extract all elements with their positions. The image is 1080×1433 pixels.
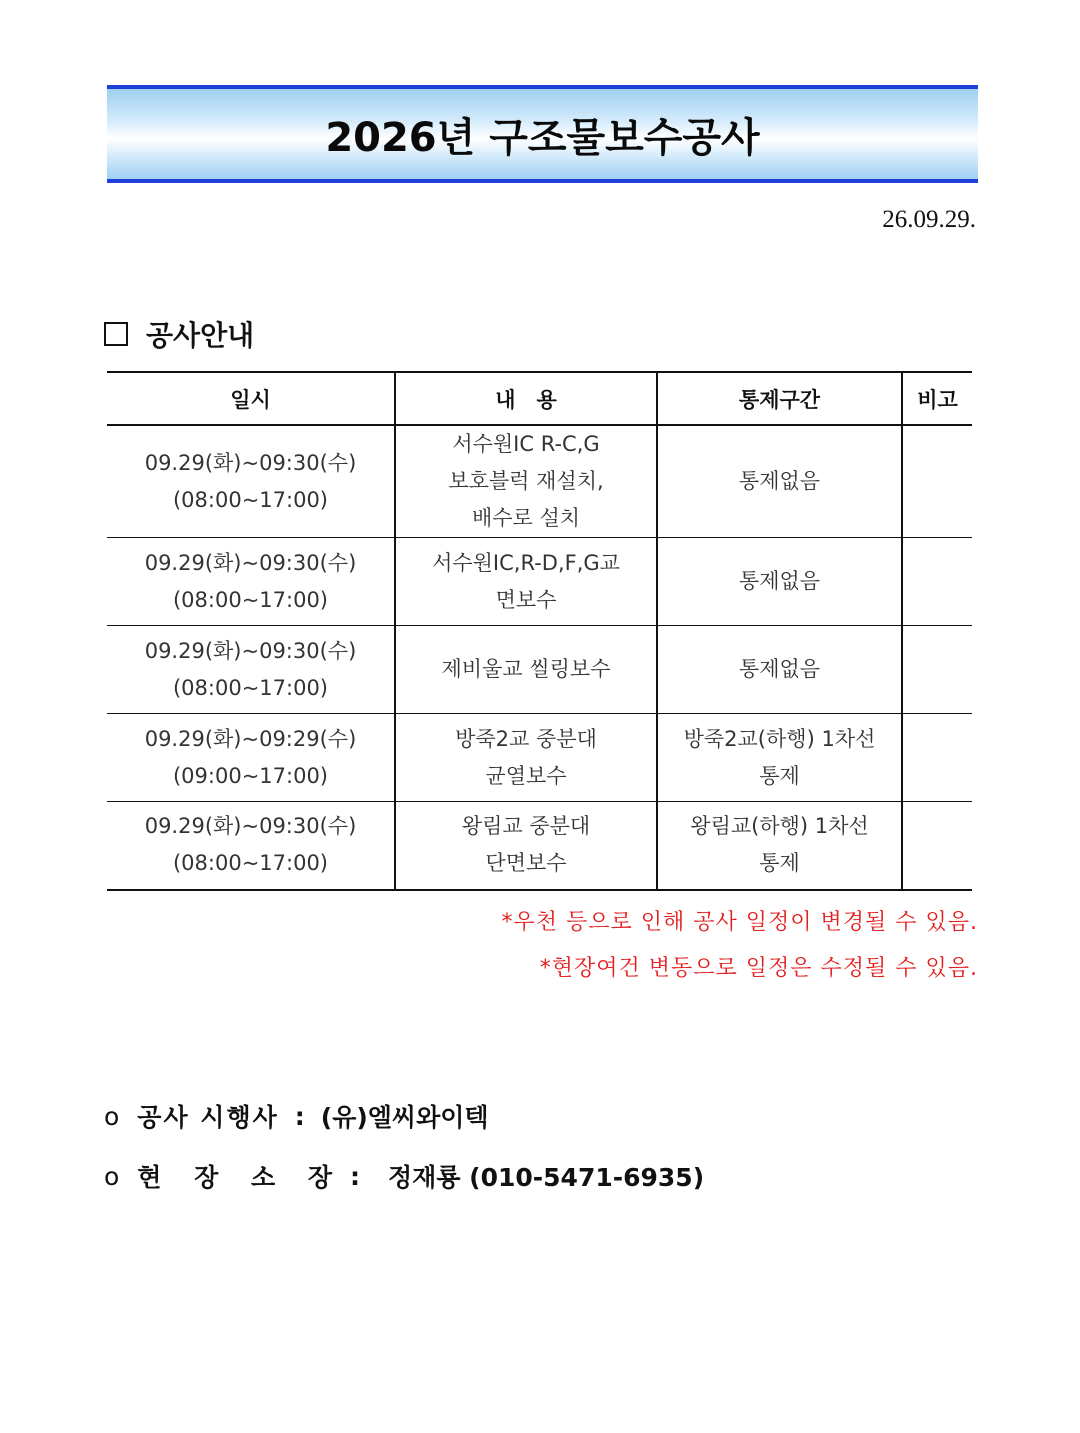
control-cell (657, 425, 902, 538)
control-cell (657, 714, 902, 802)
site-manager-contact: 정재룡 (010-5471-6935) (388, 1163, 705, 1192)
site-condition-note: *현장여건 변동으로 일정은 수정될 수 있음. (539, 956, 978, 981)
time-range: (09:00~17:00) (172, 763, 329, 788)
site-manager-line (104, 1158, 704, 1194)
control-cell (657, 802, 902, 890)
date-range: 09.29(화)~09:30(수) (144, 450, 357, 475)
content-line: 배수로 설치 (471, 506, 581, 530)
content-line: 단면보수 (485, 851, 567, 876)
date-cell (107, 538, 395, 626)
remarks-cell (902, 802, 972, 890)
weather-note: *우천 등으로 인해 공사 일정이 변경될 수 있음. (501, 910, 978, 935)
content-line: 방죽2교 중분대 (455, 726, 597, 751)
date-cell (107, 802, 395, 890)
content-line: 서수원IC,R-D,F,G교 (432, 550, 620, 575)
control-line: 통제 (759, 763, 800, 788)
bullet-icon: o (104, 1101, 120, 1131)
header-date: 일시 (107, 372, 395, 425)
control-cell (657, 538, 902, 626)
schedule-notes (502, 900, 978, 992)
table-row (107, 538, 972, 626)
time-range: (08:00~17:00) (172, 675, 329, 700)
content-cell (395, 802, 657, 890)
content-line: 보호블럭 재설치, (448, 469, 604, 493)
time-range: (08:00~17:00) (172, 851, 329, 876)
header-control-section: 통제구간 (657, 372, 902, 425)
contractor-label: 공사 시행사 (137, 1103, 279, 1132)
date-range: 09.29(화)~09:30(수) (144, 550, 357, 575)
bullet-icon: o (104, 1161, 120, 1191)
remarks-cell (902, 425, 972, 538)
control-line: 방죽2교(하행) 1차선 (683, 726, 876, 751)
control-line: 왕림교(하행) 1차선 (690, 814, 869, 839)
control-line: 통제없음 (738, 657, 821, 681)
control-line: 통제없음 (738, 469, 821, 493)
date-range: 09.29(화)~09:30(수) (144, 814, 357, 839)
content-cell (395, 538, 657, 626)
schedule-table (107, 371, 972, 891)
remarks-cell (902, 626, 972, 714)
table-row (107, 714, 972, 802)
date-range: 09.29(화)~09:29(수) (144, 726, 357, 751)
date-cell (107, 714, 395, 802)
date-cell (107, 626, 395, 714)
table-row (107, 626, 972, 714)
content-line: 면보수 (495, 587, 557, 612)
checkbox-square-icon (104, 322, 128, 346)
header-content: 내 용 (395, 372, 657, 425)
date-cell (107, 425, 395, 538)
header-remarks: 비고 (902, 372, 972, 425)
table-row (107, 425, 972, 538)
colon-separator: : (294, 1101, 305, 1131)
content-line: 균열보수 (485, 763, 567, 788)
section-heading (104, 314, 254, 354)
table-row (107, 802, 972, 890)
site-manager-label: 현 장 소 장 (137, 1163, 345, 1192)
title-banner (107, 85, 978, 183)
time-range: (08:00~17:00) (172, 487, 329, 512)
document-date: 26.09.29. (882, 206, 976, 233)
remarks-cell (902, 714, 972, 802)
content-line: 서수원IC R-C,G (452, 432, 600, 456)
control-line: 통제없음 (738, 569, 821, 593)
control-line: 통제 (759, 851, 800, 876)
control-cell (657, 626, 902, 714)
date-range: 09.29(화)~09:30(수) (144, 638, 357, 663)
content-line: 왕림교 중분대 (461, 814, 591, 839)
page-title: 2026년 구조물보수공사 (325, 114, 760, 161)
contractor-line (104, 1098, 489, 1134)
colon-separator: : (350, 1161, 361, 1191)
remarks-cell (902, 538, 972, 626)
time-range: (08:00~17:00) (172, 587, 329, 612)
content-line: 제비울교 씰링보수 (441, 657, 611, 681)
section-heading-text: 공사안내 (146, 319, 255, 352)
content-cell (395, 425, 657, 538)
content-cell (395, 714, 657, 802)
content-cell (395, 626, 657, 714)
contractor-name: (유)엘씨와이텍 (320, 1103, 489, 1132)
table-header-row (107, 372, 972, 425)
